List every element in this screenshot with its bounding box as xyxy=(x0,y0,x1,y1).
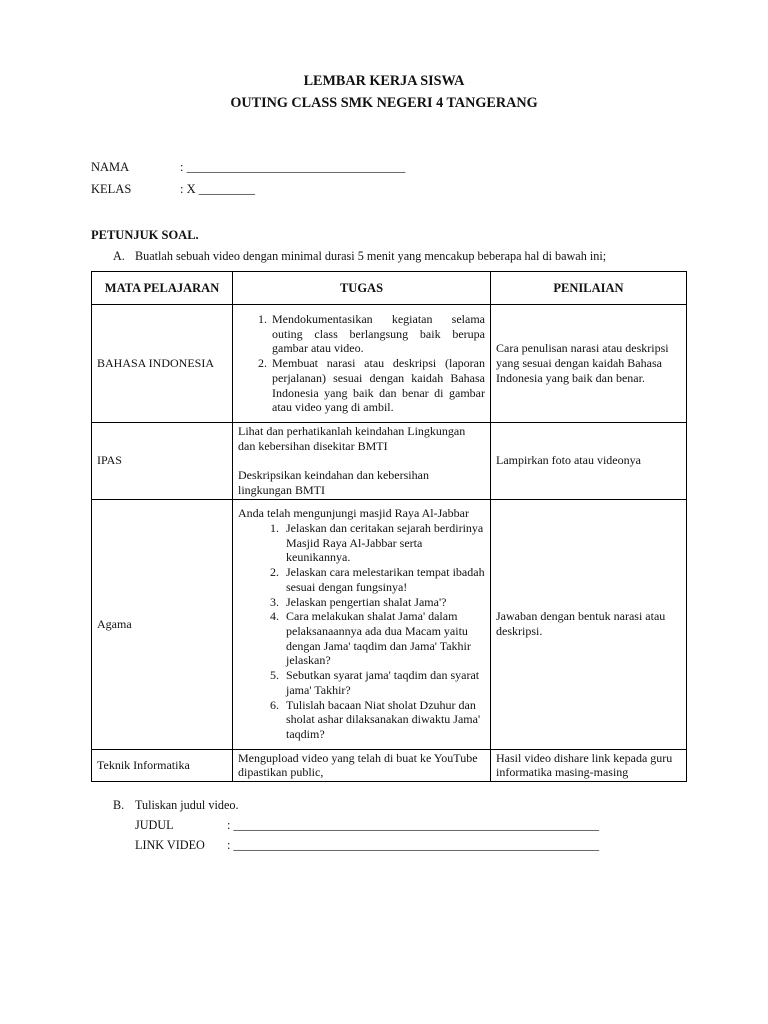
nama-blank: : ___________________________________ xyxy=(180,160,406,174)
assessment-ti: Hasil video dishare link kepada guru informatika masing-masing xyxy=(491,749,687,781)
kelas-field xyxy=(91,182,255,197)
table-header-row xyxy=(92,272,687,305)
assessment-agama: Jawaban dengan bentuk narasi atau deskripsi. xyxy=(491,499,687,749)
table-row-agama xyxy=(92,499,687,749)
assessment-ipas: Lampirkan foto atau videonya xyxy=(491,423,687,500)
subject-ti: Teknik Informatika xyxy=(92,749,233,781)
task-item: 6. Tulislah bacaan Niat sholat Dzuhur dan sholat ashar dilaksanakan diwaktu Jama' taqdim? xyxy=(282,698,485,742)
section-b-instruction xyxy=(113,798,239,813)
header-assessment: PENILAIAN xyxy=(491,272,687,305)
tasks-ipas xyxy=(233,423,491,500)
agama-intro: Anda telah mengunjungi masjid Raya Al-Jabbar xyxy=(238,506,469,521)
task-item: 2. Membuat narasi atau deskripsi (laporan perjalanan) sesuai dengan kaidah Bahasa Indonesia yang baik dan benar di gambar atau video yang di ambil. xyxy=(270,356,485,415)
task-item: 1. Jelaskan dan ceritakan sejarah berdirinya Masjid Raya Al-Jabbar serta keunikannya. xyxy=(282,521,485,565)
tasks-bahasa xyxy=(233,305,491,423)
assessment-bahasa: Cara penulisan narasi atau deskripsi yang sesuai dengan kaidah Bahasa Indonesia yang baik dan benar. xyxy=(491,305,687,423)
header-subject: MATA PELAJARAN xyxy=(92,272,233,305)
header-task: TUGAS xyxy=(233,272,491,305)
table-row-bahasa xyxy=(92,305,687,423)
link-video-blank: : ____________________________________________________________ xyxy=(227,838,600,852)
subject-bahasa: BAHASA INDONESIA xyxy=(92,305,233,423)
table-row-ipas xyxy=(92,423,687,500)
section-a-text: Buatlah sebuah video dengan minimal durasi 5 menit yang mencakup beberapa hal di bawah ini; xyxy=(135,249,607,263)
task-table xyxy=(91,271,687,782)
page-title: LEMBAR KERJA SISWA xyxy=(303,73,465,89)
kelas-label: KELAS xyxy=(91,182,132,196)
link-video-field xyxy=(135,838,599,853)
table-row-ti xyxy=(92,749,687,781)
section-b-marker: B. xyxy=(113,798,125,812)
judul-label: JUDUL xyxy=(135,818,174,832)
subject-ipas: IPAS xyxy=(92,423,233,500)
nama-label: NAMA xyxy=(91,160,130,174)
section-a-instruction xyxy=(113,249,606,264)
tasks-agama xyxy=(233,499,491,749)
judul-field xyxy=(135,818,599,833)
section-a-marker: A. xyxy=(113,249,125,263)
instructions-heading: PETUNJUK SOAL. xyxy=(91,228,199,242)
subject-agama: Agama xyxy=(92,499,233,749)
task-item: 1. Mendokumentasikan kegiatan selama outing class berlangsung baik berupa gambar atau video. xyxy=(270,312,485,356)
page-subtitle: OUTING CLASS SMK NEGERI 4 TANGERANG xyxy=(230,95,538,111)
ipas-task-1: Lihat dan perhatikanlah keindahan Lingkungan dan kebersihan disekitar BMTI xyxy=(238,424,466,453)
kelas-blank: : X _________ xyxy=(180,182,255,196)
ipas-task-2: Deskripsikan keindahan dan kebersihan lingkungan BMTI xyxy=(238,468,429,497)
link-video-label: LINK VIDEO xyxy=(135,838,205,852)
task-item: 5. Sebutkan syarat jama' taqdim dan syarat jama' Takhir? xyxy=(282,668,485,697)
section-b-text: Tuliskan judul video. xyxy=(135,798,239,812)
tasks-ti: Mengupload video yang telah di buat ke YouTube dipastikan public, xyxy=(233,749,491,781)
task-item: 4. Cara melakukan shalat Jama' dalam pelaksanaannya ada dua Macam yaitu dengan Jama' taqdim dan Jama' Takhir jelaskan? xyxy=(282,609,485,668)
nama-field xyxy=(91,160,405,175)
task-item: 2. Jelaskan cara melestarikan tempat ibadah sesuai dengan fungsinya! xyxy=(282,565,485,594)
task-item: 3. Jelaskan pengertian shalat Jama'? xyxy=(282,595,485,610)
judul-blank: : ____________________________________________________________ xyxy=(227,818,600,832)
